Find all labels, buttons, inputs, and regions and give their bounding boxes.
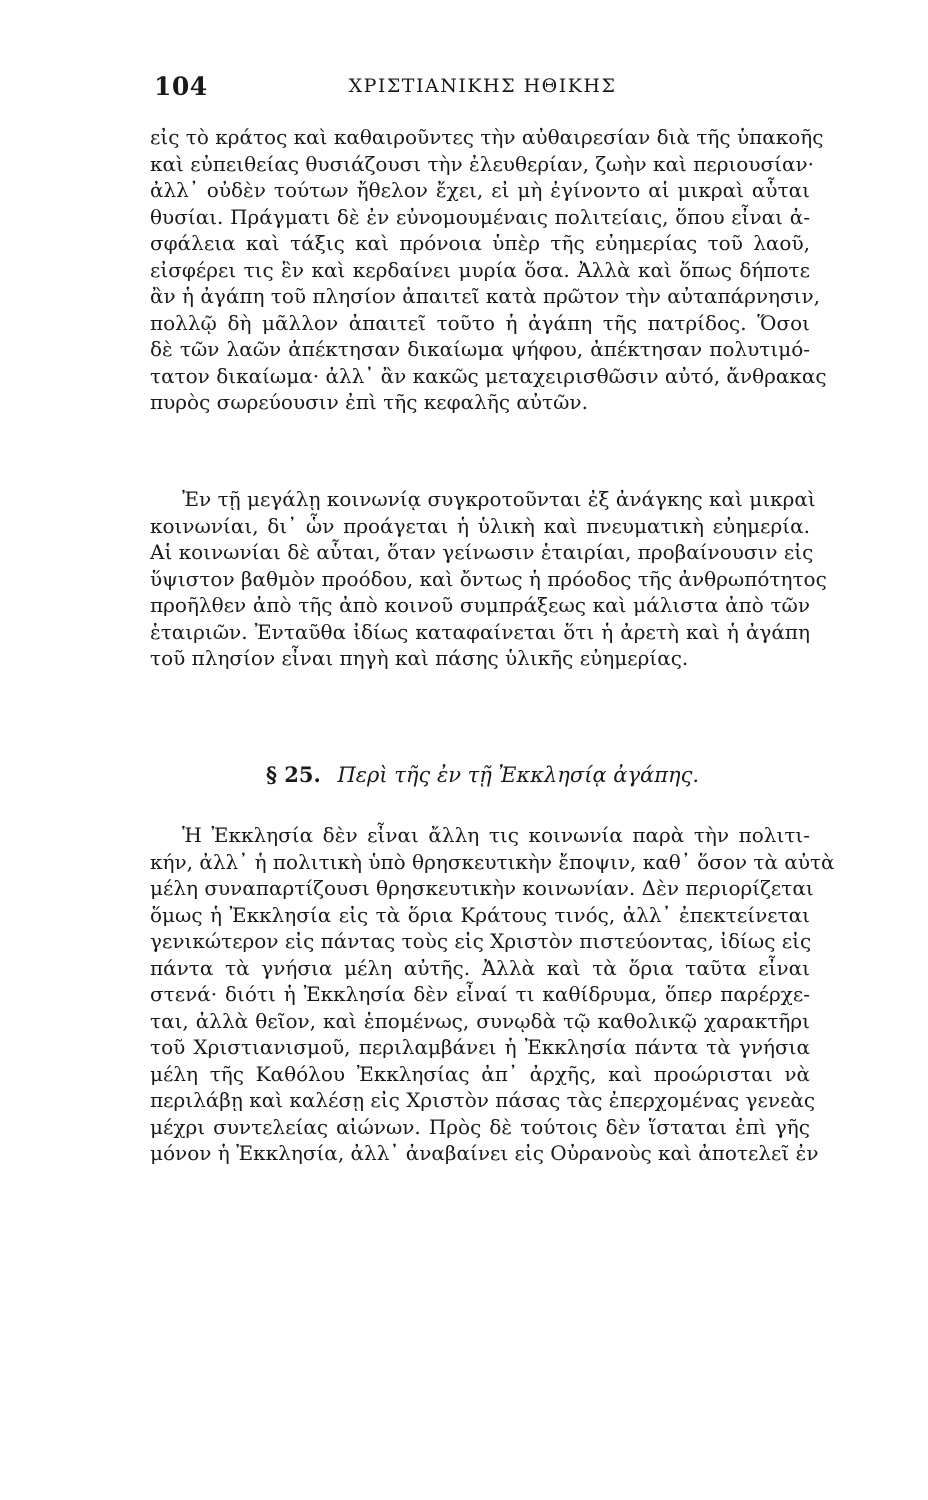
running-title: ΧΡΙΣΤΙΑΝΙΚΗΣ ΗΘΙΚΗΣ — [348, 75, 617, 97]
text-line: θυσίαι. Πράγματι δὲ ἐν εὐνομουμέναις πολιτείαις, ὅπου εἶναι ἀ- — [150, 204, 810, 229]
text-line: πυρὸς σωρεύουσιν ἐπὶ τῆς κεφαλῆς αὐτῶν. — [150, 390, 588, 414]
text-line: κήν, ἀλλ᾽ ἡ πολιτικὴ ὑπὸ θρησκευτικὴν ἔποψιν, καθ᾽ ὅσον τὰ αὐτὰ — [150, 849, 835, 874]
section-title: Περὶ τῆς ἐν τῇ Ἐκκλησίᾳ ἀγάπης. — [337, 763, 700, 787]
text-line: τοῦ Χριστιανισμοῦ, περιλαμβάνει ἡ Ἐκκλησία πάντα τὰ γνήσια — [150, 1035, 810, 1059]
paragraph-2 — [150, 486, 827, 672]
text-line: ἂν ἡ ἀγάπη τοῦ πλησίον ἀπαιτεῖ κατὰ πρῶτον τὴν αὐταπάρνησιν, — [150, 284, 821, 308]
text-line: μέλη συναπαρτίζουσι θρησκευτικὴν κοινωνίαν. Δὲν περιορίζεται — [150, 876, 814, 900]
text-line: τοῦ πλησίον εἶναι πηγὴ καὶ πάσης ὑλικῆς εὐημερίας. — [150, 646, 689, 670]
paragraph-1 — [150, 124, 827, 416]
text-line: ἀλλ᾽ οὐδὲν τούτων ἤθελον ἔχει, εἰ μὴ ἐγίνοντο αἱ μικραὶ αὗται — [150, 178, 810, 202]
text-line: προῆλθεν ἀπὸ τῆς ἀπὸ κοινοῦ συμπράξεως καὶ μάλιστα ἀπὸ τῶν — [150, 593, 810, 617]
text-line: ται, ἀλλὰ θεῖον, καὶ ἑπομένως, συνῳδὰ τῷ καθολικῷ χαρακτῆρι — [150, 1008, 810, 1033]
text-line: γενικώτερον εἰς πάντας τοὺς εἰς Χριστὸν πιστεύοντας, ἰδίως εἰς — [150, 929, 812, 953]
text-line: εἰς τὸ κράτος καὶ καθαιροῦντες τὴν αὐθαιρεσίαν διὰ τῆς ὑπακοῆς — [150, 125, 824, 149]
text-line: μέλη τῆς Καθόλου Ἐκκλησίας ἀπ᾽ ἀρχῆς, καὶ προώρισται νὰ — [150, 1061, 810, 1086]
text-line: στενά· διότι ἡ Ἐκκλησία δὲν εἶναί τι καθίδρυμα, ὅπερ παρέρχε- — [150, 982, 810, 1006]
text-line: καὶ εὐπειθείας θυσιάζουσι τὴν ἐλευθερίαν, ζωὴν καὶ περιουσίαν· — [150, 151, 815, 176]
text-line: πάντα τὰ γνήσια μέλη αὐτῆς. Ἀλλὰ καὶ τὰ ὅρια ταῦτα εἶναι — [150, 955, 810, 980]
page-number: 104 — [154, 72, 208, 101]
text-line: δὲ τῶν λαῶν ἀπέκτησαν δικαίωμα ψήφου, ἀπέκτησαν πολυτιμό- — [150, 337, 810, 361]
text-line: μόνον ἡ Ἐκκλησία, ἀλλ᾽ ἀναβαίνει εἰς Οὐρανοὺς καὶ ἀποτελεῖ ἐν — [150, 1141, 819, 1165]
text-line: εἰσφέρει τις ἓν καὶ κερδαίνει μυρία ὅσα. Ἀλλὰ καὶ ὅπως δήποτε — [150, 257, 810, 282]
text-line: Ἡ Ἐκκλησία δὲν εἶναι ἄλλη τις κοινωνία παρὰ τὴν πολιτι- — [182, 823, 810, 847]
paragraph-3 — [150, 822, 835, 1167]
section-heading — [150, 762, 815, 787]
text-line: Ἐν τῇ μεγάλῃ κοινωνίᾳ συγκροτοῦνται ἐξ ἀνάγκης καὶ μικραὶ — [182, 487, 816, 511]
text-line: ὕψιστον βαθμὸν προόδου, καὶ ὄντως ἡ πρόοδος τῆς ἀνθρωπότητος — [150, 566, 827, 591]
text-line: τατον δικαίωμα· ἀλλ᾽ ἂν κακῶς μεταχειρισθῶσιν αὐτό, ἄνθρακας — [150, 363, 827, 388]
text-line: πολλῷ δὴ μᾶλλον ἀπαιτεῖ τοῦτο ἡ ἀγάπη τῆς πατρίδος. Ὅσοι — [150, 310, 810, 335]
section-number: § 25. — [265, 762, 321, 787]
text-line: σφάλεια καὶ τάξις καὶ πρόνοια ὑπὲρ τῆς εὐημερίας τοῦ λαοῦ, — [150, 231, 810, 255]
page-header — [150, 72, 815, 102]
text-line: Αἱ κοινωνίαι δὲ αὗται, ὅταν γείνωσιν ἑταιρίαι, προβαίνουσιν εἰς — [150, 540, 814, 564]
text-line: ὅμως ἡ Ἐκκλησία εἰς τὰ ὅρια Κράτους τινός, ἀλλ᾽ ἐπεκτείνεται — [150, 902, 810, 927]
text-line: ἑταιριῶν. Ἐνταῦθα ἰδίως καταφαίνεται ὅτι ἡ ἀρετὴ καὶ ἡ ἀγάπη — [150, 619, 810, 644]
text-line: μέχρι συντελείας αἰώνων. Πρὸς δὲ τούτοις δὲν ἵσταται ἐπὶ γῆς — [150, 1114, 810, 1139]
text-line: περιλάβῃ καὶ καλέσῃ εἰς Χριστὸν πάσας τὰς ἐπερχομένας γενεὰς — [150, 1088, 816, 1112]
text-line: κοινωνίαι, δι᾽ ὧν προάγεται ἡ ὑλικὴ καὶ πνευματικὴ εὐημερία. — [150, 513, 810, 538]
